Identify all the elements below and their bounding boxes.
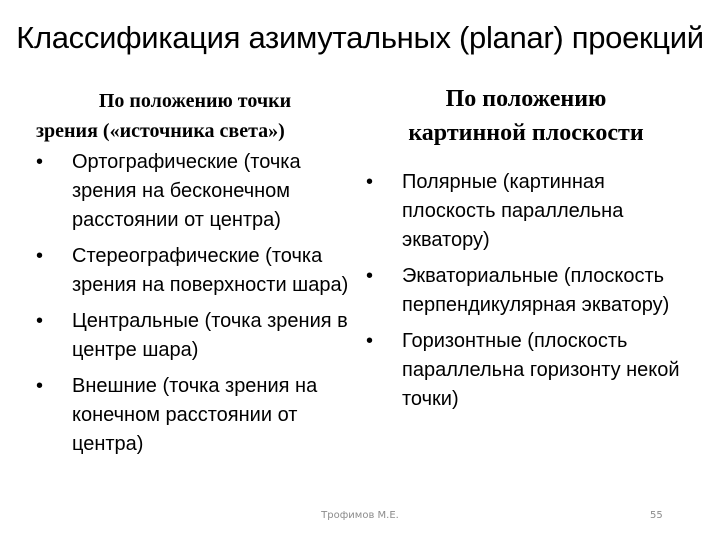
list-item xyxy=(36,307,354,365)
left-column xyxy=(36,86,354,466)
bullet-icon: • xyxy=(36,245,44,267)
list-item xyxy=(36,372,354,459)
list-item-text: Горизонтные (плоскость параллельна горизонту некой точки) xyxy=(402,330,680,410)
bullet-icon: • xyxy=(36,375,44,397)
bullet-icon: • xyxy=(366,330,374,352)
footer-author: Трофимов М.Е. xyxy=(321,510,399,521)
right-bullet-list xyxy=(366,168,686,414)
list-item xyxy=(36,148,354,235)
list-item xyxy=(36,242,354,300)
left-heading-line1: По положению точки xyxy=(98,90,292,112)
right-heading-line2: картинной плоскости xyxy=(408,120,644,146)
list-item-text: Полярные (картинная плоскость параллельна экватору) xyxy=(402,171,624,251)
slide-title: Классификация азимутальных (planar) проекций xyxy=(16,20,704,55)
left-bullet-list xyxy=(36,148,354,459)
right-column-heading xyxy=(366,82,686,150)
right-column xyxy=(366,82,686,421)
left-heading-line2: зрения («источника света») xyxy=(36,120,285,142)
page-number: 55 xyxy=(650,510,663,521)
list-item xyxy=(366,168,686,255)
right-heading-line1: По положению xyxy=(445,86,607,112)
bullet-icon: • xyxy=(36,310,44,332)
list-item xyxy=(366,327,686,414)
left-column-heading xyxy=(36,86,354,146)
list-item-text: Экваториальные (плоскость перпендикулярная экватору) xyxy=(402,265,670,316)
list-item xyxy=(366,262,686,320)
list-item-text: Стереографические (точка зрения на поверхности шара) xyxy=(72,245,349,296)
list-item-text: Внешние (точка зрения на конечном расстоянии от центра) xyxy=(72,375,318,455)
list-item-text: Ортографические (точка зрения на бесконечном расстоянии от центра) xyxy=(72,151,301,231)
list-item-text: Центральные (точка зрения в центре шара) xyxy=(72,310,348,361)
bullet-icon: • xyxy=(36,151,44,173)
bullet-icon: • xyxy=(366,265,374,287)
bullet-icon: • xyxy=(366,171,374,193)
